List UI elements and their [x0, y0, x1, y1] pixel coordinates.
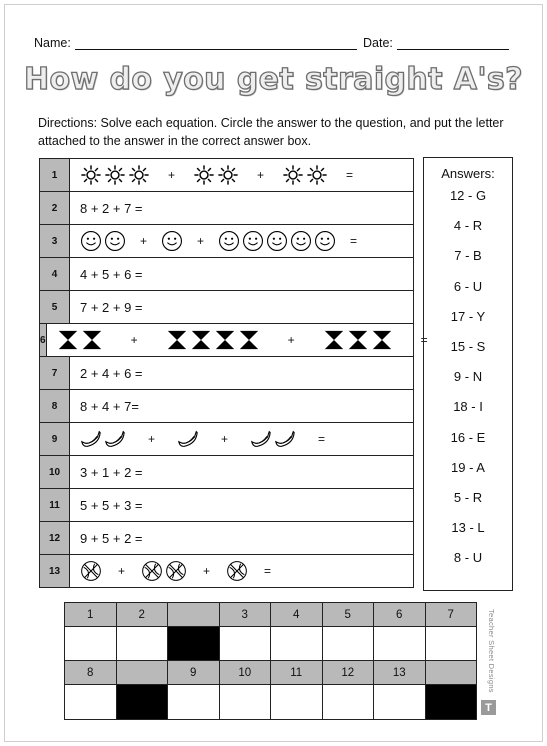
banana-icon — [104, 428, 126, 450]
problem-row — [40, 357, 413, 390]
grid-number-cell: 8 — [65, 661, 117, 685]
problem-number: 8 — [40, 390, 70, 422]
grid-number-cell: 13 — [374, 661, 426, 685]
symbol-group — [226, 560, 248, 582]
answer-item: 18 - I — [453, 399, 483, 415]
grid-blackout-cell — [117, 685, 169, 719]
problem-row — [40, 291, 413, 324]
problem-number: 10 — [40, 456, 70, 488]
smiley-icon — [314, 230, 336, 252]
problem-number: 1 — [40, 159, 70, 191]
answer-grid-header-row — [65, 661, 476, 685]
smiley-icon — [266, 230, 288, 252]
problem-equation — [70, 225, 413, 257]
grid-number-cell: 6 — [374, 603, 426, 627]
symbol-group — [177, 428, 199, 450]
smiley-icon — [80, 230, 102, 252]
basketball-icon — [165, 560, 187, 582]
answer-item: 15 - S — [450, 338, 486, 354]
grid-number-cell: 2 — [117, 603, 169, 627]
logo-icon: T — [481, 700, 496, 715]
grid-answer-box[interactable] — [220, 627, 272, 661]
grid-number-cell — [426, 661, 477, 685]
problem-row — [40, 192, 413, 225]
sun-icon — [193, 164, 215, 186]
answer-grid-header-row — [65, 603, 476, 627]
worksheet-title: How do you get straight A's? — [24, 62, 523, 97]
problem-number: 5 — [40, 291, 70, 323]
plus-sign: + — [140, 234, 148, 248]
sun-icon — [80, 164, 102, 186]
answers-title: Answers: — [441, 166, 495, 181]
problem-equation — [70, 456, 413, 488]
banana-icon — [177, 428, 199, 450]
smiley-icon — [161, 230, 183, 252]
problem-equation — [70, 291, 413, 323]
answer-grid-answer-row — [65, 627, 476, 661]
grid-answer-box[interactable] — [374, 627, 426, 661]
problem-number: 7 — [40, 357, 70, 389]
problem-number: 13 — [40, 555, 70, 587]
equation-text: 3 + 1 + 2 = — [80, 464, 143, 480]
plus-sign: + — [118, 564, 126, 578]
problem-equation — [70, 390, 413, 422]
grid-answer-box[interactable] — [220, 685, 272, 719]
grid-answer-box[interactable] — [271, 627, 323, 661]
answer-item: 12 - G — [449, 188, 487, 203]
answer-item: 7 - B — [454, 248, 482, 264]
problem-equation — [70, 159, 413, 191]
plus-sign: + — [148, 432, 156, 446]
plus-sign: + — [257, 168, 265, 182]
symbol-group — [250, 428, 296, 450]
problem-row — [40, 423, 413, 456]
problem-row — [40, 489, 413, 522]
problem-row — [40, 159, 413, 192]
answers-box — [420, 157, 513, 591]
grid-answer-box[interactable] — [65, 685, 117, 719]
grid-number-cell: 1 — [65, 603, 117, 627]
hourglass-icon — [238, 329, 260, 351]
problem-number: 11 — [40, 489, 70, 521]
name-label: Name: — [34, 36, 71, 50]
grid-number-cell: 7 — [426, 603, 477, 627]
name-blank — [75, 38, 357, 50]
problem-equation — [70, 357, 413, 389]
answer-item: 9 - N — [453, 369, 483, 385]
plus-sign: + — [197, 234, 205, 248]
symbol-group — [80, 428, 126, 450]
name-line — [34, 36, 357, 50]
answer-item: 17 - Y — [450, 308, 486, 324]
grid-answer-box[interactable] — [271, 685, 323, 719]
grid-answer-box[interactable] — [323, 685, 375, 719]
smiley-icon — [104, 230, 126, 252]
grid-number-cell: 9 — [168, 661, 220, 685]
date-blank — [397, 38, 509, 50]
date-label: Date: — [363, 36, 393, 50]
smiley-icon — [290, 230, 312, 252]
sun-icon — [217, 164, 239, 186]
smiley-icon — [218, 230, 240, 252]
equation-text: 9 + 5 + 2 = — [80, 530, 143, 546]
hourglass-icon — [371, 329, 393, 351]
grid-number-cell — [168, 603, 220, 627]
answers-list — [424, 181, 512, 573]
grid-number-cell — [117, 661, 169, 685]
sun-icon — [128, 164, 150, 186]
problem-row — [40, 258, 413, 291]
directions-text: Directions: Solve each equation. Circle the answer to the question, and put the letter attached to the answer in the correct answer box. — [38, 116, 504, 148]
grid-answer-box[interactable] — [65, 627, 117, 661]
equation-text: 8 + 4 + 7= — [80, 398, 139, 414]
symbol-group — [166, 329, 260, 351]
grid-answer-box[interactable] — [374, 685, 426, 719]
equals-sign: = — [350, 234, 358, 248]
equals-sign: = — [346, 168, 354, 182]
answer-item: 5 - R — [453, 489, 483, 505]
plus-sign: + — [203, 564, 211, 578]
symbol-group — [141, 560, 187, 582]
symbol-group — [80, 560, 102, 582]
problem-equation — [70, 423, 413, 455]
problem-equation — [70, 522, 413, 554]
problems-table — [39, 158, 428, 588]
grid-number-cell: 11 — [271, 661, 323, 685]
grid-blackout-cell — [426, 685, 477, 719]
answer-grid — [64, 602, 477, 720]
equation-text: 8 + 2 + 7 = — [80, 200, 143, 216]
problem-equation — [47, 324, 456, 356]
answer-item: 16 - E — [450, 429, 486, 445]
answer-item: 4 - R — [453, 218, 483, 234]
symbol-group — [80, 230, 126, 252]
problem-number: 3 — [40, 225, 70, 257]
grid-number-cell: 4 — [271, 603, 323, 627]
symbol-group — [161, 230, 183, 252]
sun-icon — [306, 164, 328, 186]
plus-sign: + — [168, 168, 176, 182]
equation-text: 7 + 2 + 9 = — [80, 299, 143, 315]
equals-sign: = — [264, 564, 272, 578]
problem-row — [40, 555, 413, 588]
grid-answer-box[interactable] — [323, 627, 375, 661]
hourglass-icon — [347, 329, 369, 351]
basketball-icon — [141, 560, 163, 582]
grid-answer-box[interactable] — [117, 627, 169, 661]
equation-text: 4 + 5 + 6 = — [80, 266, 143, 282]
sun-icon — [104, 164, 126, 186]
equals-sign: = — [318, 432, 326, 446]
problem-row — [40, 324, 428, 357]
date-line — [363, 36, 509, 50]
credit-text: Teacher Sheet Designs — [487, 609, 496, 693]
plus-sign: + — [221, 432, 229, 446]
grid-blackout-cell — [168, 627, 220, 661]
symbol-group — [282, 164, 328, 186]
answer-item: 13 - L — [451, 520, 485, 536]
hourglass-icon — [190, 329, 212, 351]
answer-item: 19 - A — [451, 459, 485, 475]
grid-answer-box[interactable] — [426, 627, 477, 661]
hourglass-icon — [57, 329, 79, 351]
basketball-icon — [226, 560, 248, 582]
answer-grid-answer-row — [65, 685, 476, 719]
problem-row — [40, 390, 413, 423]
problem-row — [40, 225, 413, 258]
problem-number: 4 — [40, 258, 70, 290]
problem-equation — [70, 258, 413, 290]
basketball-icon — [80, 560, 102, 582]
equation-text: 2 + 4 + 6 = — [80, 365, 143, 381]
problem-equation — [70, 555, 413, 587]
problem-number: 9 — [40, 423, 70, 455]
banana-icon — [250, 428, 272, 450]
banana-icon — [274, 428, 296, 450]
equation-text: 5 + 5 + 3 = — [80, 497, 143, 513]
hourglass-icon — [214, 329, 236, 351]
plus-sign: + — [287, 333, 295, 347]
problem-equation — [70, 192, 413, 224]
hourglass-icon — [166, 329, 188, 351]
plus-sign: + — [130, 333, 138, 347]
symbol-group — [323, 329, 393, 351]
symbol-group — [193, 164, 239, 186]
grid-number-cell: 3 — [220, 603, 272, 627]
answer-item: 8 - U — [453, 550, 483, 566]
grid-answer-box[interactable] — [168, 685, 220, 719]
problem-equation — [70, 489, 413, 521]
equals-sign: = — [420, 333, 428, 347]
problem-row — [40, 456, 413, 489]
banana-icon — [80, 428, 102, 450]
grid-number-cell: 12 — [323, 661, 375, 685]
problem-number: 6 — [40, 324, 47, 356]
problem-row — [40, 522, 413, 555]
problem-number: 12 — [40, 522, 70, 554]
smiley-icon — [242, 230, 264, 252]
symbol-group — [80, 164, 150, 186]
hourglass-icon — [323, 329, 345, 351]
grid-number-cell: 10 — [220, 661, 272, 685]
answer-item: 6 - U — [453, 278, 483, 294]
symbol-group — [218, 230, 336, 252]
problem-number: 2 — [40, 192, 70, 224]
grid-number-cell: 5 — [323, 603, 375, 627]
sun-icon — [282, 164, 304, 186]
hourglass-icon — [81, 329, 103, 351]
symbol-group — [57, 329, 103, 351]
